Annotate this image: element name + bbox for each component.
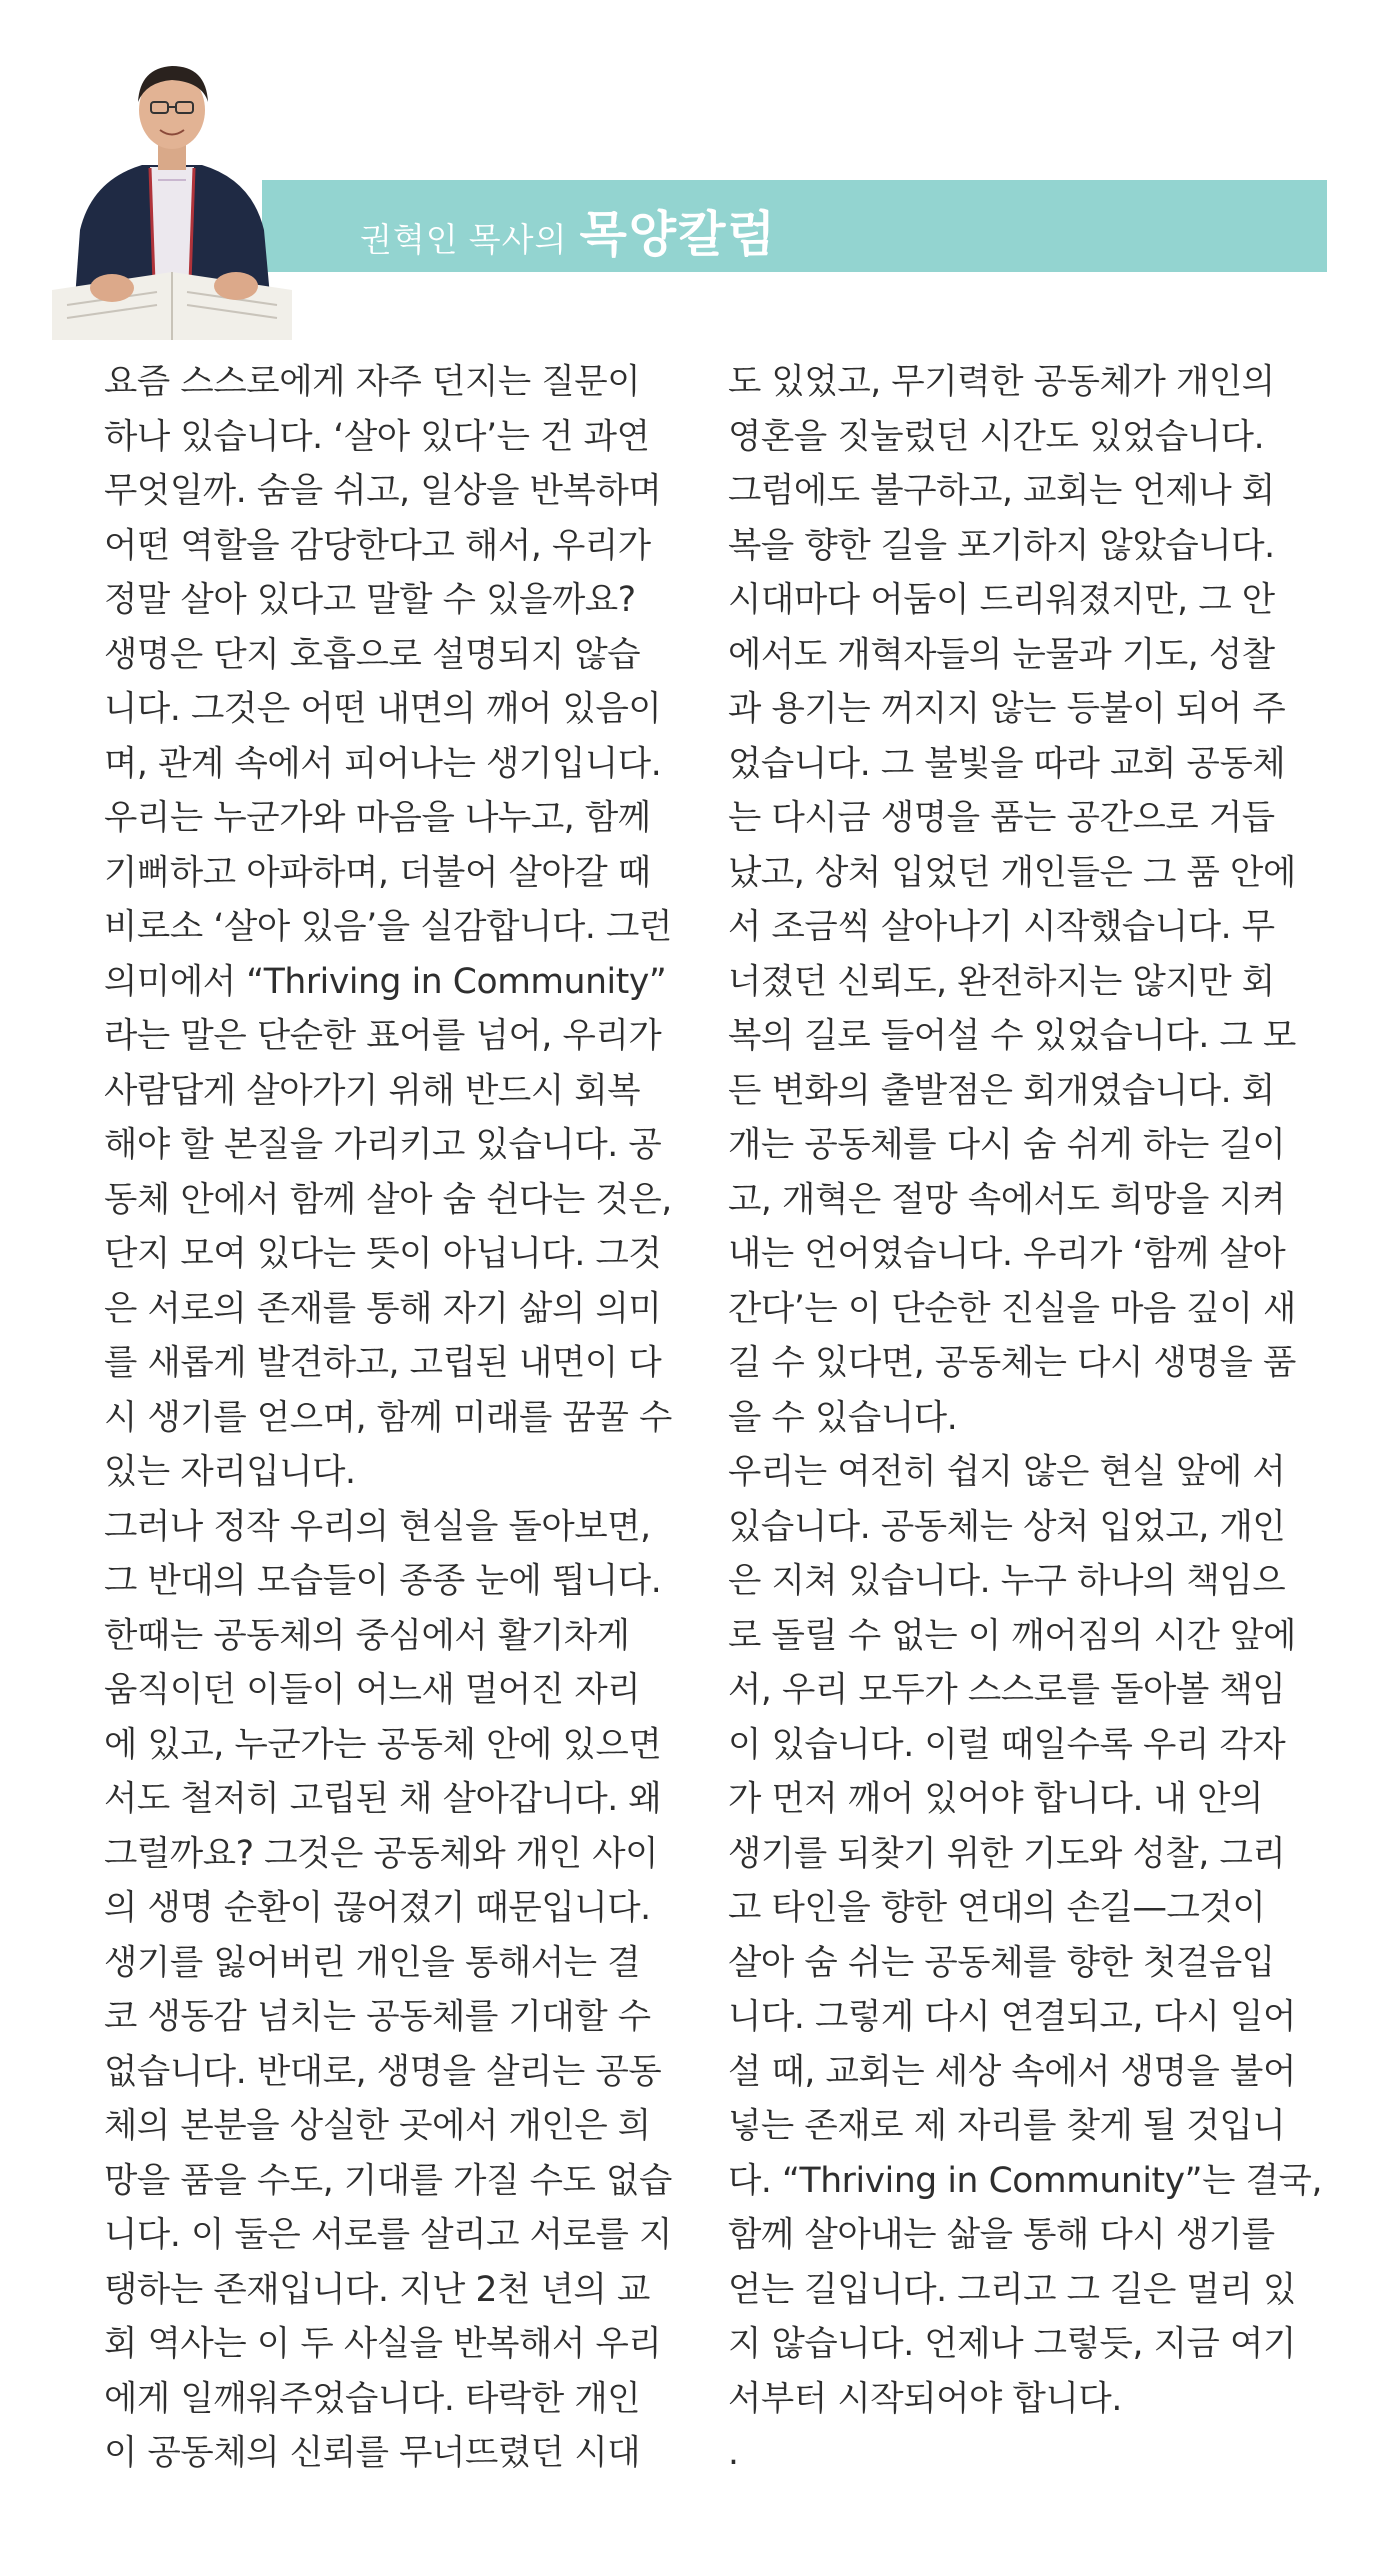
- article-column-left: [104, 355, 679, 2481]
- column-title: [360, 196, 777, 262]
- article-line: 있습니다. 공동체는 상처 입었고, 개인: [728, 1506, 1286, 1547]
- article-line: 요즘 스스로에게 자주 던지는 질문이: [104, 362, 641, 402]
- article-line: 이 공동체의 신뢰를 무너뜨렸던 시대: [104, 2433, 641, 2473]
- article-line: 정말 살아 있다고 말할 수 있을까요?: [104, 580, 636, 620]
- article-line: 복을 향한 길을 포기하지 않았습니다.: [728, 525, 1275, 566]
- article-line: 를 새롭게 발견하고, 고립된 내면이 다: [104, 1343, 662, 1383]
- article-line: 한때는 공동체의 중심에서 활기차게: [104, 1615, 630, 1656]
- article-line: 넣는 존재로 제 자리를 찾게 될 것입니: [728, 2106, 1286, 2146]
- article-line: 내는 언어였습니다. 우리가 ‘함께 살아: [728, 1234, 1286, 1274]
- article-line: 에게 일깨워주었습니다. 타락한 개인: [104, 2378, 641, 2419]
- article-line: 서, 우리 모두가 스스로를 돌아볼 책임: [728, 1670, 1286, 1710]
- article-line: 우리는 누군가와 마음을 나누고, 함께: [104, 798, 651, 838]
- article-line: 서도 철저히 고립된 채 살아갑니다. 왜: [104, 1779, 662, 1819]
- article-line: 간다’는 이 단순한 진실을 마음 깊이 새: [728, 1288, 1296, 1329]
- article-line: 니다. 그것은 어떤 내면의 깨어 있음이: [104, 689, 662, 729]
- article-line: 그럼에도 불구하고, 교회는 언제나 회: [728, 471, 1275, 511]
- article-line: 서부터 시작되어야 합니다.: [728, 2378, 1122, 2419]
- article-line: 코 생동감 넘치는 공동체를 기대할 수: [104, 1997, 651, 2037]
- article-line: 났고, 상처 입었던 개인들은 그 품 안에: [728, 852, 1296, 893]
- article-line: 탱하는 존재입니다. 지난 2천 년의 교: [104, 2269, 650, 2310]
- article-line: 함께 살아내는 삶을 통해 다시 생기를: [728, 2215, 1275, 2255]
- article-line: 었습니다. 그 불빛을 따라 교회 공동체: [728, 743, 1286, 784]
- article-line: 너졌던 신뢰도, 완전하지는 않지만 회: [728, 961, 1275, 1002]
- title-prefix: 권혁인 목사의: [360, 221, 568, 258]
- article-line: 무엇일까. 숨을 쉬고, 일상을 반복하며: [104, 471, 662, 511]
- article-line: 은 지쳐 있습니다. 누구 하나의 책임으: [728, 1561, 1286, 1601]
- article-line: 있는 자리입니다.: [104, 1452, 356, 1492]
- article-line: 며, 관계 속에서 피어나는 생기입니다.: [104, 743, 662, 784]
- article-line: 회 역사는 이 두 사실을 반복해서 우리: [104, 2324, 662, 2364]
- article-line: 길 수 있다면, 공동체는 다시 생명을 품: [728, 1343, 1296, 1383]
- article-line: 도 있었고, 무기력한 공동체가 개인의: [728, 362, 1275, 402]
- article-line: 설 때, 교회는 세상 속에서 생명을 불어: [728, 2051, 1296, 2092]
- article-line: 니다. 이 둘은 서로를 살리고 서로를 지: [104, 2215, 672, 2255]
- article-line: 이 있습니다. 이럴 때일수록 우리 각자: [728, 1724, 1286, 1765]
- article-line: .: [728, 2433, 739, 2473]
- article-line: 망을 품을 수도, 기대를 가질 수도 없습: [104, 2160, 672, 2201]
- article-line: 서 조금씩 살아나기 시작했습니다. 무: [728, 907, 1275, 947]
- article-line: 생명은 단지 호흡으로 설명되지 않습: [104, 634, 641, 675]
- article-line: 기뻐하고 아파하며, 더불어 살아갈 때: [104, 852, 651, 893]
- article-line: 우리는 여전히 쉽지 않은 현실 앞에 서: [728, 1452, 1286, 1492]
- article-line: 그럴까요? 그것은 공동체와 개인 사이: [104, 1833, 659, 1874]
- article-line: 은 서로의 존재를 통해 자기 삶의 의미: [104, 1288, 662, 1329]
- article-line: 에서도 개혁자들의 눈물과 기도, 성찰: [728, 634, 1275, 675]
- article-line: 다. “Thriving in Community”는 결국,: [728, 2160, 1323, 2201]
- article-line: 개는 공동체를 다시 숨 쉬게 하는 길이: [728, 1125, 1286, 1165]
- article-line: 에 있고, 누군가는 공동체 안에 있으면: [104, 1724, 662, 1765]
- article-column-right: [728, 355, 1323, 2481]
- article-line: 고, 개혁은 절망 속에서도 희망을 지켜: [728, 1179, 1286, 1220]
- article-line: 고 타인을 향한 연대의 손길—그것이: [728, 1888, 1266, 1928]
- article-line: 어떤 역할을 감당한다고 해서, 우리가: [104, 525, 651, 566]
- article-line: 영혼을 짓눌렀던 시간도 있었습니다.: [728, 416, 1265, 457]
- article-line: 의 생명 순환이 끊어졌기 때문입니다.: [104, 1888, 651, 1928]
- article-line: 생기를 되찾기 위한 기도와 성찰, 그리: [728, 1833, 1286, 1874]
- article-line: 니다. 그렇게 다시 연결되고, 다시 일어: [728, 1997, 1296, 2037]
- article-line: 얻는 길입니다. 그리고 그 길은 멀리 있: [728, 2269, 1296, 2310]
- article-line: 단지 모여 있다는 뜻이 아닙니다. 그것: [104, 1234, 662, 1274]
- article-line: 시대마다 어둠이 드리워졌지만, 그 안: [728, 580, 1275, 620]
- article-line: 생기를 잃어버린 개인을 통해서는 결: [104, 1942, 641, 1983]
- article-line: 시 생기를 얻으며, 함께 미래를 꿈꿀 수: [104, 1397, 672, 1438]
- article-line: 복의 길로 들어설 수 있었습니다. 그 모: [728, 1016, 1296, 1056]
- article-line: 그러나 정작 우리의 현실을 돌아보면,: [104, 1506, 651, 1547]
- article-line: 비로소 ‘살아 있음’을 실감합니다. 그런: [104, 907, 672, 947]
- column-header: [0, 0, 1386, 330]
- article-line: 을 수 있습니다.: [728, 1397, 958, 1438]
- article-line: 든 변화의 출발점은 회개였습니다. 회: [728, 1070, 1275, 1111]
- article-line: 라는 말은 단순한 표어를 넘어, 우리가: [104, 1016, 662, 1056]
- article-line: 살아 숨 쉬는 공동체를 향한 첫걸음입: [728, 1942, 1275, 1983]
- title-main: 목양칼럼: [579, 207, 777, 262]
- pastor-photo: [52, 40, 292, 340]
- article-line: 하나 있습니다. ‘살아 있다’는 건 과연: [104, 416, 650, 457]
- article-line: 지 않습니다. 언제나 그렇듯, 지금 여기: [728, 2324, 1296, 2364]
- article-line: 없습니다. 반대로, 생명을 살리는 공동: [104, 2051, 662, 2092]
- article-line: 가 먼저 깨어 있어야 합니다. 내 안의: [728, 1779, 1263, 1819]
- article-line: 로 돌릴 수 없는 이 깨어짐의 시간 앞에: [728, 1615, 1296, 1656]
- article-line: 의미에서 “Thriving in Community”: [104, 961, 667, 1002]
- article-line: 는 다시금 생명을 품는 공간으로 거듭: [728, 798, 1275, 838]
- article-line: 그 반대의 모습들이 종종 눈에 띕니다.: [104, 1561, 662, 1601]
- article-line: 해야 할 본질을 가리키고 있습니다. 공: [104, 1125, 662, 1165]
- article-line: 사람답게 살아가기 위해 반드시 회복: [104, 1070, 641, 1111]
- article-line: 움직이던 이들이 어느새 멀어진 자리: [104, 1670, 641, 1710]
- article-line: 과 용기는 꺼지지 않는 등불이 되어 주: [728, 689, 1286, 729]
- article-line: 동체 안에서 함께 살아 숨 쉰다는 것은,: [104, 1179, 672, 1220]
- article-line: 체의 본분을 상실한 곳에서 개인은 희: [104, 2106, 651, 2146]
